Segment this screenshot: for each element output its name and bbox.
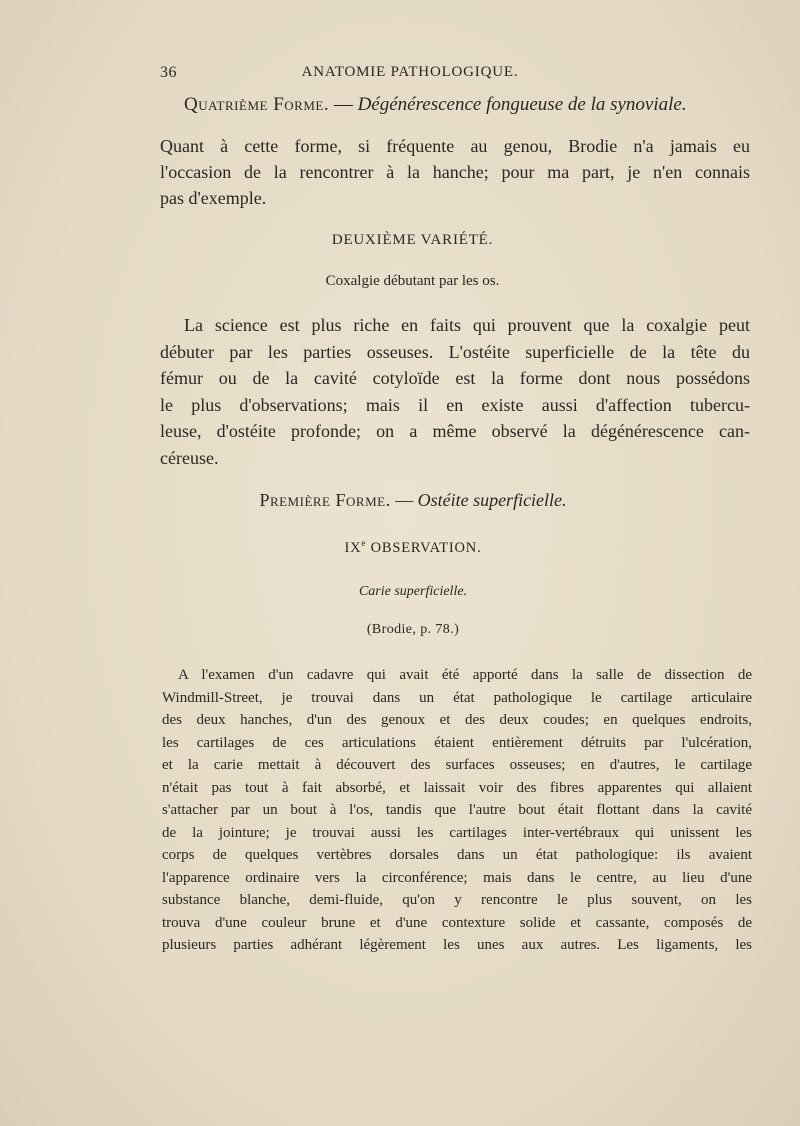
observation-label: OBSERVATION. xyxy=(366,540,482,556)
page-number: 36 xyxy=(160,64,177,81)
text-line: corps de quelques vertèbres dorsales dans un état pathologique: ils avaient xyxy=(162,847,752,863)
text-line: n'était pas tout à fait absorbé, et laissait voir des fibres apparentes qui allaient xyxy=(162,779,752,796)
running-title: ANATOMIE PATHOLOGIQUE. xyxy=(301,64,519,80)
form-label: Première Forme. xyxy=(259,490,391,510)
page-header xyxy=(0,64,800,86)
form-title: Dégénérescence fongueuse de la synoviale. xyxy=(357,94,687,115)
observation-number: IX xyxy=(344,540,362,556)
text-line: pas d'exemple. xyxy=(160,188,267,208)
text-line: trouva d'une couleur brune et d'une contexture solide et cassante, composés de xyxy=(162,914,752,931)
section-heading-form1 xyxy=(0,490,800,511)
paragraph-3 xyxy=(162,664,752,957)
form-title: Ostéite superficielle. xyxy=(417,490,567,510)
observation-number-suffix: e xyxy=(361,538,367,548)
form-label: Quatrième Forme. xyxy=(184,94,330,115)
text-line: les cartilages de ces articulations étaient entièrement détruits par l'ulcération, xyxy=(162,734,752,751)
text-line: La science est plus riche en faits qui prouvent que la coxalgie peut xyxy=(184,315,750,335)
text-line: débuter par les parties osseuses. L'ostéite superficielle de la tête du xyxy=(160,341,750,362)
text-line: des deux hanches, d'un des genoux et des deux coudes; en quelques endroits, xyxy=(162,712,752,728)
text-line: Windmill-Street, je trouvai dans un état pathologique le cartilage articulaire xyxy=(162,689,752,706)
text-line: A l'examen d'un cadavre qui avait été apporté dans la salle de dissection de xyxy=(178,667,752,683)
text-line: Quant à cette forme, si fréquente au genou, Brodie n'a jamais eu xyxy=(160,136,750,156)
text-line: leuse, d'ostéite profonde; on a même observé la dégénérescence can- xyxy=(160,421,750,441)
case-title: Carie superficielle. xyxy=(358,584,468,599)
text-line: fémur ou de la cavité cotyloïde est la forme dont nous possédons xyxy=(160,368,750,388)
section-heading-form4 xyxy=(184,94,764,116)
text-line: l'apparence ordinaire vers la circonférence; mais dans le centre, au lieu d'une xyxy=(162,869,752,886)
text-line: substance blanche, demi-fluide, qu'on y rencontre le plus souvent, on les xyxy=(162,892,752,908)
text-line: et la carie mettait à découvert des surfaces osseuses; en d'autres, le cartilage xyxy=(162,757,752,773)
observation-title xyxy=(0,540,800,557)
text-line: plusieurs parties adhérant légèrement les unes aux autres. Les ligaments, les xyxy=(162,937,752,953)
text-line: céreuse. xyxy=(160,447,219,468)
variety-title: DEUXIÈME VARIÉTÉ. xyxy=(331,232,494,248)
paragraph-2 xyxy=(160,312,750,471)
heading-dash: — xyxy=(390,490,418,510)
source-citation: (Brodie, p. 78.) xyxy=(366,622,460,637)
text-line: le plus d'observations; mais il en existe aussi d'affection tubercu- xyxy=(160,394,750,415)
text-line: l'occasion de la rencontrer à la hanche; pour ma part, je n'en connais xyxy=(160,162,750,182)
heading-dash: — xyxy=(329,94,358,115)
text-line: de la jointure; je trouvai aussi les cartilages inter-vertébraux qui unissent les xyxy=(162,824,752,841)
variety-subtitle: Coxalgie débutant par les os. xyxy=(325,273,500,289)
text-line: s'attacher par un bout à l'os, tandis que l'autre bout était flottant dans la cavité xyxy=(162,802,752,818)
paragraph-1 xyxy=(160,133,750,211)
